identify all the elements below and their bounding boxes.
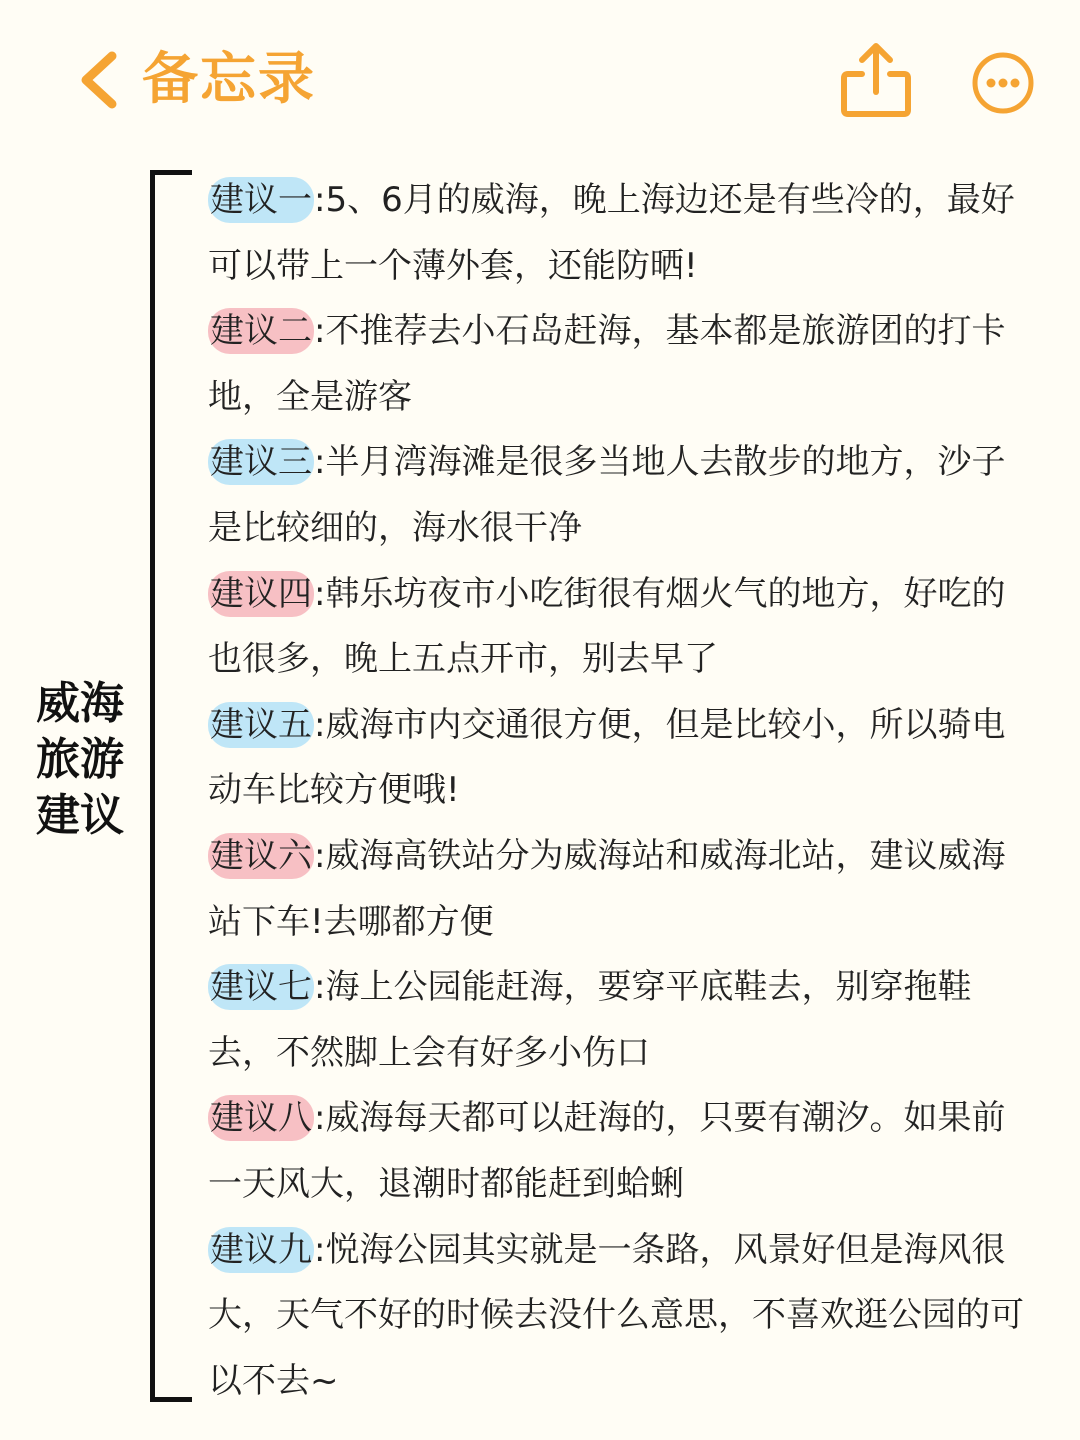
tip-label: 建议三 <box>208 439 314 485</box>
back-button[interactable] <box>72 48 316 112</box>
tip-item <box>208 168 1038 299</box>
tip-label: 建议二 <box>208 308 314 354</box>
tip-separator: : <box>314 967 326 1008</box>
section-title-line: 威海 <box>36 678 124 729</box>
tip-separator: : <box>314 442 326 483</box>
tip-label: 建议一 <box>208 177 314 223</box>
tip-text: 威海每天都可以赶海的，只要有潮汐。如果前一天风大，退潮时都能赶到蛤蜊 <box>208 1098 1006 1204</box>
tip-item <box>208 824 1038 955</box>
tip-label: 建议五 <box>208 702 314 748</box>
nav-bar <box>0 0 1080 150</box>
tip-separator: : <box>314 180 326 220</box>
tip-label: 建议四 <box>208 571 314 617</box>
tip-separator: : <box>314 573 326 614</box>
tip-text: 5、6月的威海，晚上海边还是有些冷的，最好可以带上一个薄外套，还能防晒! <box>208 180 1015 286</box>
tip-text: 不推荐去小石岛赶海，基本都是旅游团的打卡地，全是游客 <box>208 311 1006 417</box>
tip-separator: : <box>314 835 326 876</box>
tip-text: 韩乐坊夜市小吃街很有烟火气的地方，好吃的也很多，晚上五点开市，别去早了 <box>208 573 1006 680</box>
tip-text: 威海高铁站分为威海站和威海北站，建议威海站下车!去哪都方便 <box>208 835 1006 942</box>
section-title-line: 建议 <box>36 790 124 841</box>
tip-item <box>208 1218 1038 1415</box>
tip-label: 建议七 <box>208 964 314 1010</box>
tip-separator: : <box>314 311 326 352</box>
tip-separator: : <box>314 1098 326 1139</box>
tip-text: 悦海公园其实就是一条路，风景好但是海风很大，天气不好的时候去没什么意思，不喜欢逛公园的可以不去~ <box>208 1229 1024 1401</box>
tips-list <box>208 168 1038 1414</box>
section-title <box>36 676 136 844</box>
tip-item <box>208 693 1038 824</box>
tip-item <box>208 955 1038 1086</box>
tip-label: 建议八 <box>208 1095 314 1141</box>
tip-item <box>208 1086 1038 1217</box>
back-label: 备忘录 <box>142 47 316 112</box>
section-title-line: 旅游 <box>36 734 124 785</box>
more-icon[interactable] <box>970 50 1036 116</box>
tip-item <box>208 430 1038 561</box>
share-icon[interactable] <box>836 40 916 120</box>
tip-separator: : <box>314 704 326 745</box>
tip-label: 建议九 <box>208 1227 314 1273</box>
tip-item <box>208 299 1038 430</box>
tip-label: 建议六 <box>208 833 314 879</box>
tip-text: 半月湾海滩是很多当地人去散步的地方，沙子是比较细的，海水很干净 <box>208 442 1006 548</box>
tip-item <box>208 562 1038 693</box>
chevron-left-icon <box>72 48 128 112</box>
tip-separator: : <box>314 1229 326 1270</box>
bracket-divider <box>150 170 192 1402</box>
tip-text: 海上公园能赶海，要穿平底鞋去，别穿拖鞋去，不然脚上会有好多小伤口 <box>208 967 972 1073</box>
tip-text: 威海市内交通很方便，但是比较小，所以骑电动车比较方便哦! <box>208 704 1006 811</box>
